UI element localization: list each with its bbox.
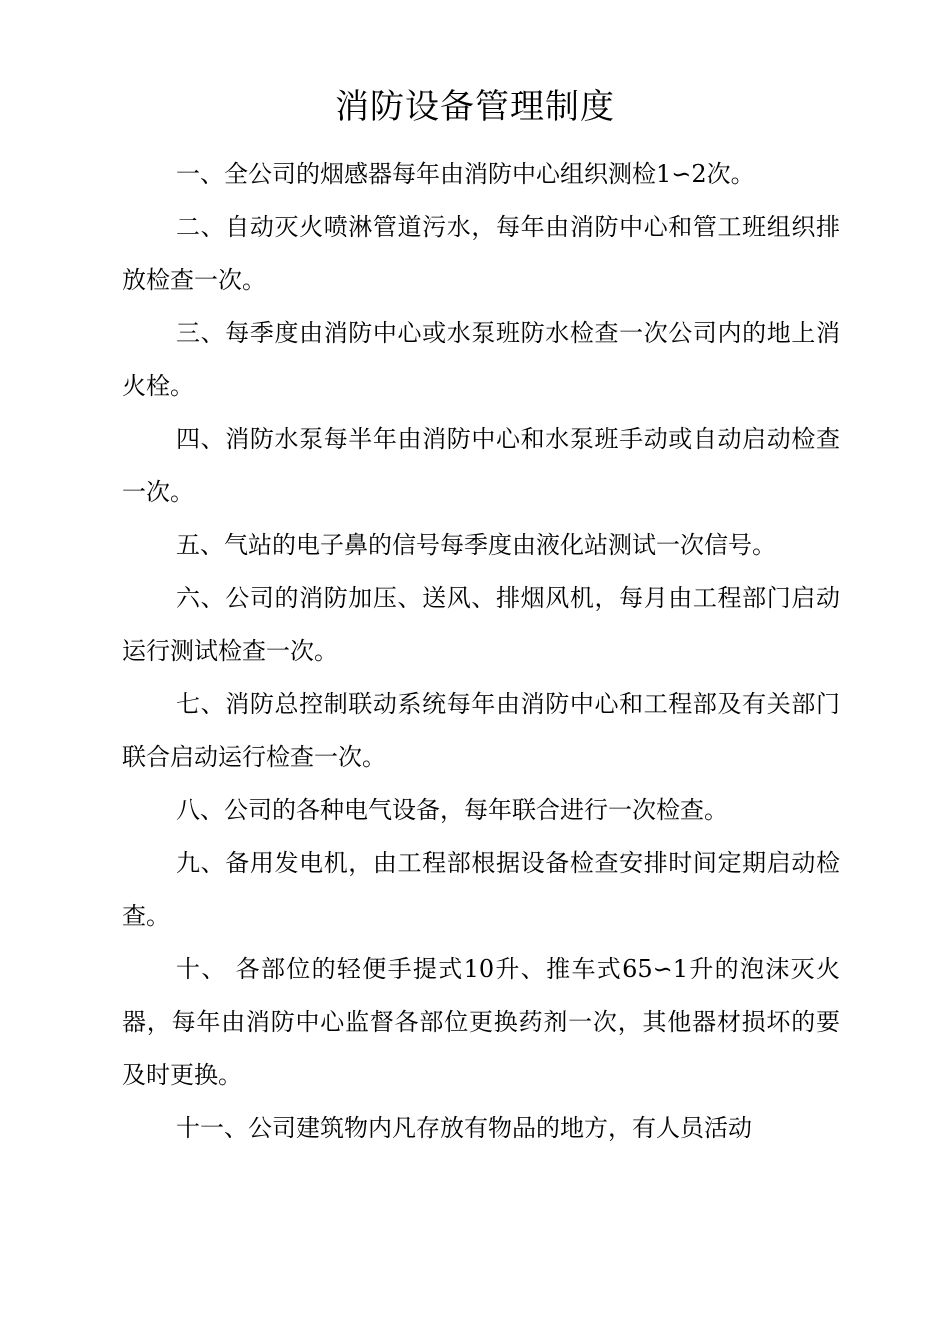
paragraph-10: 十、 各部位的轻便手提式10升、推车式65∽1升的泡沫灭火器，每年由消防中心监督各部位更换药剂一次，其他器材损坏的要及时更换。 bbox=[122, 955, 840, 1089]
paragraph-8: 八、公司的各种电气设备，每年联合进行一次检查。 bbox=[176, 796, 728, 824]
paragraph-7: 七、消防总控制联动系统每年由消防中心和工程部及有关部门联合启动运行检查一次。 bbox=[122, 690, 840, 771]
paragraph-1: 一、全公司的烟感器每年由消防中心组织测检1∽2次。 bbox=[176, 160, 755, 188]
paragraph-11: 十一、公司建筑物内凡存放有物品的地方，有人员活动 bbox=[176, 1114, 752, 1142]
paragraph-5: 五、气站的电子鼻的信号每季度由液化站测试一次信号。 bbox=[176, 531, 776, 559]
paragraph-4: 四、消防水泵每半年由消防中心和水泵班手动或自动启动检查一次。 bbox=[122, 425, 840, 506]
paragraph-3: 三、每季度由消防中心或水泵班防水检查一次公司内的地上消火栓。 bbox=[122, 319, 840, 400]
paragraph-2: 二、自动灭火喷淋管道污水，每年由消防中心和管工班组织排放检查一次。 bbox=[122, 213, 840, 294]
document-body bbox=[122, 148, 840, 1155]
document-title: 消防设备管理制度 bbox=[335, 87, 615, 127]
paragraph-6: 六、公司的消防加压、送风、排烟风机，每月由工程部门启动运行测试检查一次。 bbox=[122, 584, 840, 665]
paragraph-9: 九、备用发电机，由工程部根据设备检查安排时间定期启动检查。 bbox=[122, 849, 840, 930]
